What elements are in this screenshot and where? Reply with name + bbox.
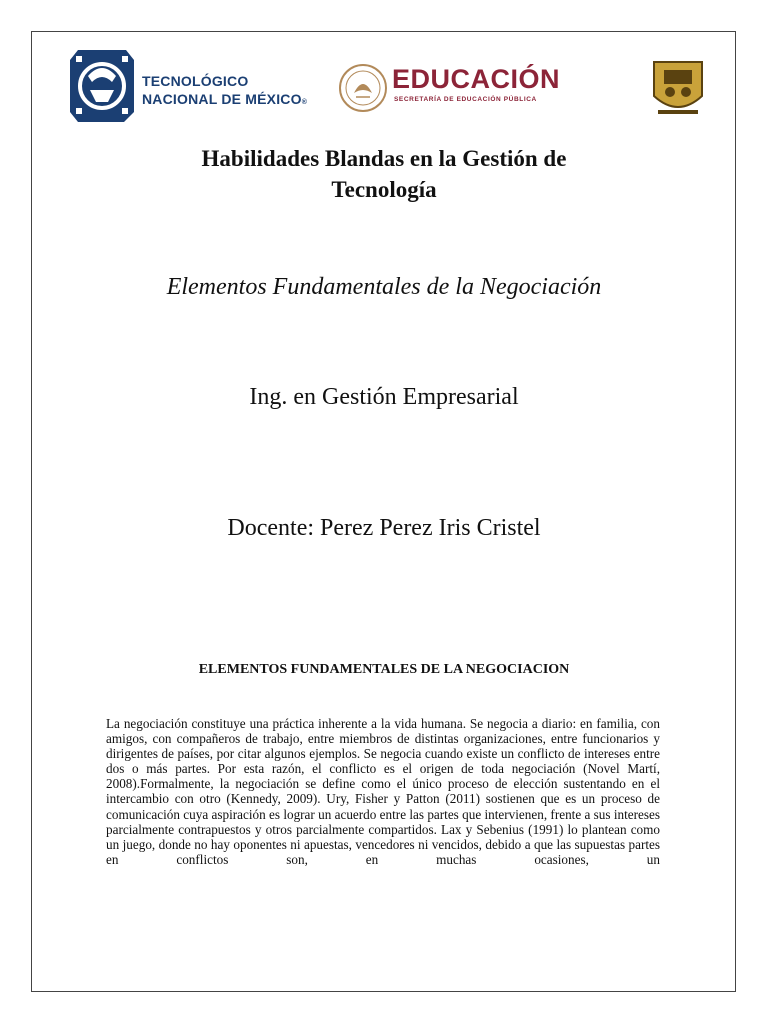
sep-seal-icon xyxy=(338,63,388,113)
education-title: EDUCACIÓN xyxy=(392,64,561,94)
teacher-name: Docente: Perez Perez Iris Cristel xyxy=(227,515,541,541)
document-title xyxy=(100,143,668,205)
tecnm-reg: ® xyxy=(301,99,308,106)
career-name: Ing. en Gestión Empresarial xyxy=(249,384,519,410)
title-line-1: Habilidades Blandas en la Gestión de xyxy=(201,146,567,171)
tecnm-line2: NACIONAL DE MÉXICO xyxy=(142,91,302,107)
section-heading: ELEMENTOS FUNDAMENTALES DE LA NEGOCIACION xyxy=(198,662,570,677)
document-subtitle: Elementos Fundamentales de la Negociación xyxy=(166,274,602,300)
tecnm-wordmark xyxy=(142,72,307,112)
education-subtitle: SECRETARÍA DE EDUCACIÓN PÚBLICA xyxy=(394,96,537,103)
tecnm-line1: TECNOLÓGICO xyxy=(142,73,249,89)
title-line-2: Tecnología xyxy=(331,177,437,202)
school-crest-icon xyxy=(650,56,706,118)
body-paragraph: La negociación constituye una práctica inherente a la vida humana. Se negocia a diario: en familia, con amigos, con compañeros de trabajo, entre miembros de distintas organizaciones, entre funcionarios y dirigentes de países, por citar algunos ejemplos. Se negocia cuando existe un conflicto de intereses entre dos o más partes. Por esta razón, el conflicto es el origen de toda negociación (Novel Martí, 2008).Formalmente, la negociación se define como el único proceso de elección sustentando en el intercambio con otro (Kennedy, 2009). Ury, Fisher y Patton (2011) sostienen que es un proceso de comunicación cuya aspiración es lograr un acuerdo entre las partes que intervienen, frente a sus intereses parcialmente contrapuestos y otros parcialmente compartidos. Lax y Sebenius (1991) lo plantean como un juego, donde no hay oponentes ni apuestas, vencedores ni vencidos, debido a que las supuestas partes en conflictos son, en muchas ocasiones, un xyxy=(106,716,660,867)
tecnm-logo-icon xyxy=(68,46,136,124)
header-logos xyxy=(0,0,768,130)
